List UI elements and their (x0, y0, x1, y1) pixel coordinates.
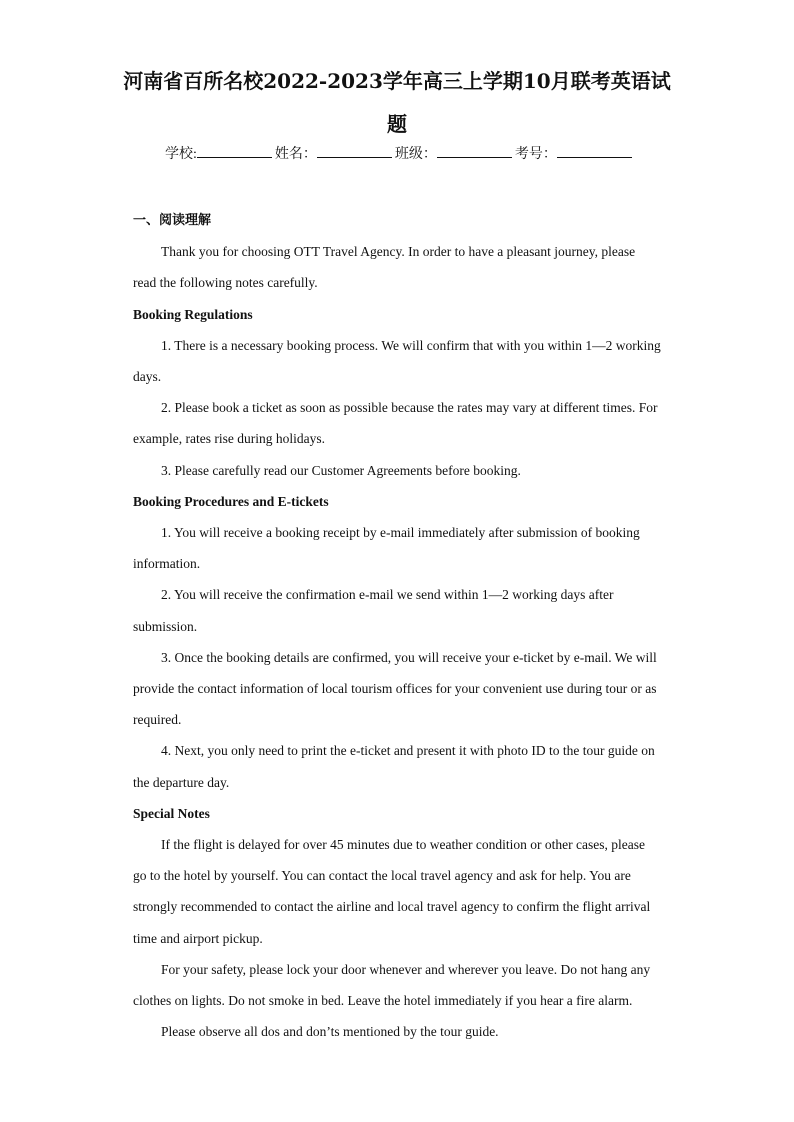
name-label: 姓名： (274, 147, 317, 162)
school-blank (197, 143, 272, 158)
booking-procedures-heading: Booking Procedures and E-tickets (133, 493, 329, 509)
reading-passage (133, 205, 661, 1047)
class-label: 班级： (394, 147, 437, 162)
class-blank (437, 143, 512, 158)
exam-title-line-2: 题 (387, 112, 407, 136)
exam-number-blank (557, 143, 632, 158)
regulation-item: 2. Please book a ticket as soon as possible because the rates may vary at different times. For example, rates rise during holidays. (133, 400, 658, 447)
procedure-item: 4. Next, you only need to print the e-ticket and present it with photo ID to the tour guide on the departure day. (133, 743, 655, 790)
school-label: 学校: (165, 147, 197, 162)
booking-regulations-heading: Booking Regulations (133, 306, 253, 322)
exam-title-line-1: 河南省百所名校2022-2023学年高三上学期10月联考英语试 (123, 69, 671, 93)
section-title: 一、阅读理解 (133, 213, 212, 228)
procedure-item: 2. You will receive the confirmation e-mail we send within 1—2 working days after submission. (133, 587, 614, 634)
regulation-item: 3. Please carefully read our Customer Agreements before booking. (161, 462, 521, 478)
special-note-paragraph: If the flight is delayed for over 45 minutes due to weather condition or other cases, please go to the hotel by yourself. You can contact the local travel agency and ask for help. You are strongly recommended to contact the airline and local travel agency to confirm the flight arrival time and airport pickup. (133, 837, 651, 946)
name-blank (317, 143, 392, 158)
procedure-item: 1. You will receive a booking receipt by e-mail immediately after submission of booking information. (133, 525, 640, 572)
procedure-item: 3. Once the booking details are confirmed, you will receive your e-ticket by e-mail. We will provide the contact information of local tourism offices for your convenient use during tour or as required. (133, 649, 657, 728)
intro-paragraph: Thank you for choosing OTT Travel Agency. In order to have a pleasant journey, please read the following notes carefully. (133, 244, 636, 291)
special-note-paragraph: For your safety, please lock your door whenever and wherever you leave. Do not hang any clothes on lights. Do not smoke in bed. Leave the hotel immediately if you hear a fire alarm. (133, 961, 651, 1009)
student-info-line (165, 143, 635, 166)
special-notes-heading: Special Notes (133, 805, 210, 821)
special-note-paragraph: Please observe all dos and don’ts mentioned by the tour guide. (161, 1024, 499, 1040)
exam-number-label: 考号： (514, 147, 557, 162)
regulation-item: 1. There is a necessary booking process. We will confirm that with you within 1—2 working days. (133, 337, 661, 385)
